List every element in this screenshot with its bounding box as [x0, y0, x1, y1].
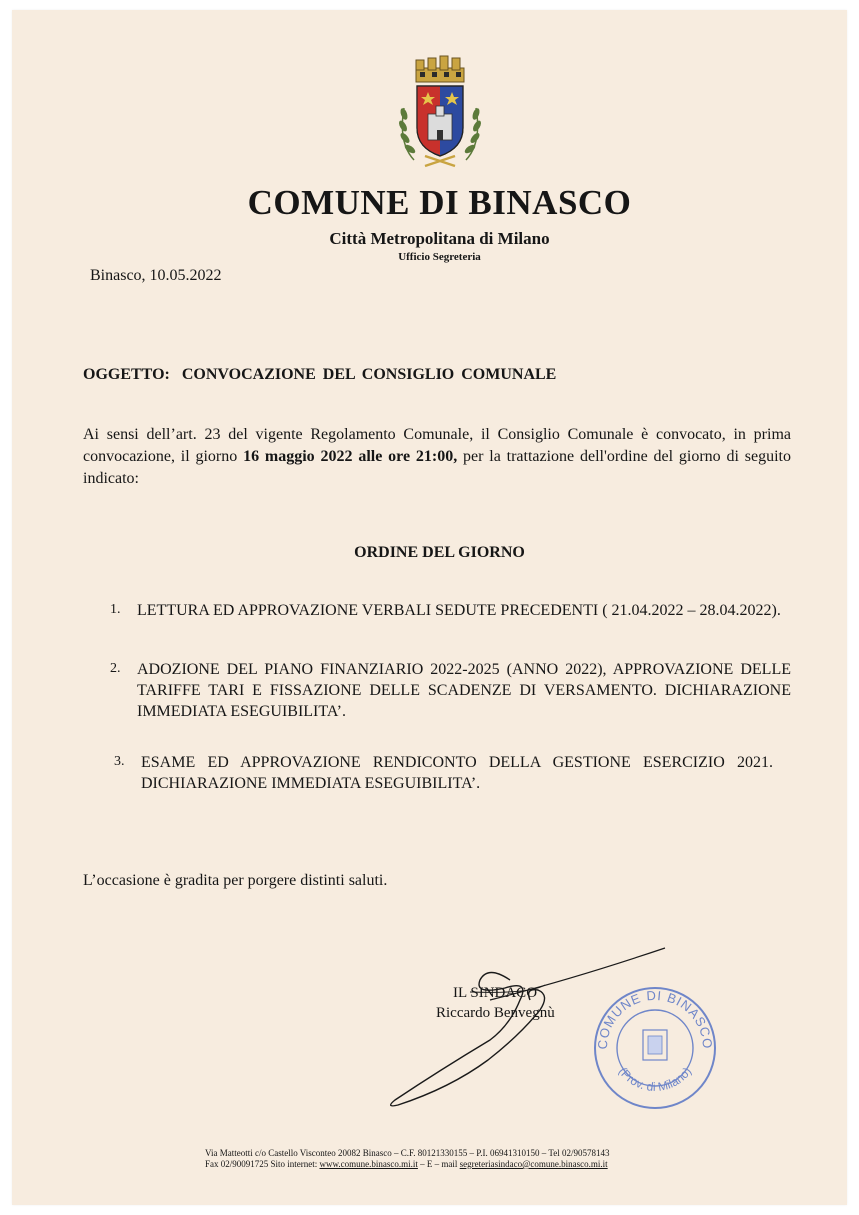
footer-mid: – E – mail [417, 1159, 460, 1169]
body-rest: per la trattazione dell'ordine del giorno di seguito indicato: [83, 448, 791, 487]
date-line: Binasco, 10.05.2022 [90, 267, 222, 284]
office-name: Ufficio Segreteria [398, 251, 481, 263]
body-paragraph [83, 424, 791, 490]
shield-icon [417, 86, 463, 156]
municipality-name: COMUNE DI BINASCO [247, 183, 632, 222]
agenda-item-text: ADOZIONE DEL PIANO FINANZIARIO 2022-2025 (ANNO 2022), APPROVAZIONE DELLE TARIFFE TARI E FISSAZIONE DELLE SCADENZE DI VERSAMENTO. DICHIARAZIONE IMMEDIATA ESEGUIBILITA’. [137, 661, 791, 720]
subject-line [83, 366, 556, 384]
closing-line: L’occasione è gradita per porgere distinti saluti. [83, 872, 388, 889]
mayor-title: IL SINDACO [453, 985, 538, 1001]
footer-contacts [205, 1159, 608, 1169]
agenda-item-text: LETTURA ED APPROVAZIONE VERBALI SEDUTE PRECEDENTI ( 21.04.2022 – 28.04.2022). [137, 602, 781, 619]
meeting-datetime: 16 maggio 2022 alle ore 21:00, [243, 448, 458, 465]
svg-text:(Prov. di Milano): (Prov. di Milano) [615, 1064, 695, 1094]
coat-of-arms-icon [370, 48, 510, 188]
agenda-item-number: 2. [110, 661, 121, 676]
agenda-title: ORDINE DEL GIORNO [354, 544, 525, 561]
footer-fax: Fax 02/90091725 Sito internet: [205, 1159, 320, 1169]
website-link[interactable]: www.comune.binasco.mi.it [319, 1159, 418, 1169]
email-link[interactable]: segreteriasindaco@comune.binasco.mi.it [459, 1159, 608, 1169]
mayor-name: Riccardo Benvegnù [436, 1005, 555, 1021]
crown-icon [416, 56, 464, 82]
footer-address: Via Matteotti c/o Castello Visconteo 20082 Binasco – C.F. 80121330155 – P.I. 06941310150 – Tel 02/90578143 [205, 1148, 610, 1158]
subject-label: OGGETTO: [83, 366, 170, 383]
svg-text:COMUNE DI BINASCO: COMUNE DI BINASCO [594, 987, 716, 1050]
official-stamp [585, 980, 725, 1110]
agenda-item-text: ESAME ED APPROVAZIONE RENDICONTO DELLA GESTIONE ESERCIZIO 2021. DICHIARAZIONE IMMEDIATA ESEGUIBILITA’. [141, 754, 773, 792]
agenda-item-number: 1. [110, 602, 121, 617]
agenda-item-number: 3. [114, 754, 125, 769]
subject-text: CONVOCAZIONE DEL CONSIGLIO COMUNALE [181, 366, 557, 383]
body-intro: Ai sensi dell’art. 23 del vigente Regolamento Comunale, il Consiglio Comunale è convocato, in prima convocazione, il giorno [83, 426, 791, 465]
province-name: Città Metropolitana di Milano [329, 229, 550, 248]
